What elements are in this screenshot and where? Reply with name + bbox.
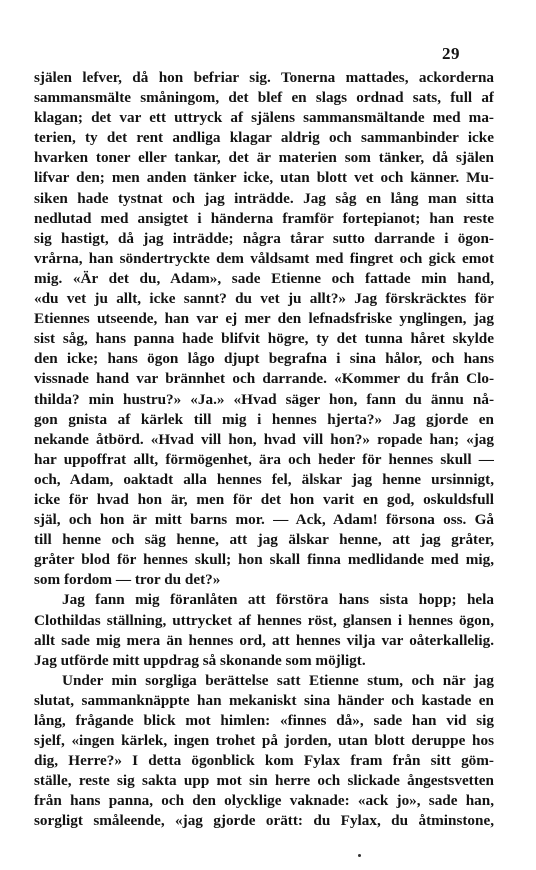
text-line: och, Adam, oaktadt alla hennes fel, älskar jag henne ursinnigt, <box>34 470 494 488</box>
text-line: dig, Herre?» I detta ögonblick kom Fylax fram från sitt göm- <box>34 752 494 770</box>
text-line: gråter blod för hennes skull; hon skall finna medlidande med mig, <box>34 551 494 569</box>
text-line: lång, frågande blick mot himlen: «finnes då», sade han vid sig <box>34 712 494 729</box>
text-line: nedlutad med ansigtet i händerna framför fortepianot; han reste <box>34 209 494 227</box>
text-line: Etiennes utseende, han var ej mer den lefnadsfriske ynglingen, jag <box>34 310 494 328</box>
text-line: vissnade hand var brännhet och darrande. «Kommer du från Clo- <box>34 370 494 388</box>
text-line: har uppoffrat allt, förmögenhet, ära och heder för hennes skull — <box>34 450 494 468</box>
text-line: gon gnista af kärlek till mig i hennes hjerta?» Jag gjorde en <box>34 410 494 428</box>
text-line: sist såg, hans panna hade blifvit högre, ty det tunna håret skylde <box>34 330 494 348</box>
text-line: Jag utförde mitt uppdrag så skonande som möjligt. <box>34 651 366 669</box>
text-line: vrårna, han söndertryckte dem våldsamt med fingret och gick emot <box>34 249 494 267</box>
text-line: Jag fann mig föranlåten att förstöra hans sista hopp; hela <box>62 591 494 609</box>
text-line: ställe, reste sig sakta upp mot sin herre och slickade ångestsvetten <box>34 772 494 790</box>
text-line: allt sade mig mera än hennes ord, att hennes vilja var oåterkallelig. <box>34 631 494 649</box>
text-line: sig hastigt, då jag inträdde; några tårar sutto darrande i ögon- <box>34 229 494 247</box>
text-line: hvarken toner eller tankar, det är materien som tänker, då själen <box>34 149 494 167</box>
body-text <box>34 68 494 832</box>
text-line: nekande åtbörd. «Hvad vill hon, hvad vill hon?» ropade han; «jag <box>34 430 494 448</box>
text-line: terien, ty det rent andliga klagar aldrig och sammanbinder icke <box>34 129 494 147</box>
text-line: sjelf, «ingen kärlek, ingen trohet på jorden, utan blott deruppe hos <box>34 732 494 750</box>
text-line: den icke; hans ögon lågo djupt begrafna i sina hålor, och hans <box>34 350 494 368</box>
text-line: från hans panna, och den olycklige vaknade: «ack jo», sade han, <box>34 792 494 810</box>
text-line: icke för hvad hon är, men för det hon varit en god, oskuldsfull <box>34 490 494 508</box>
text-line: Under min sorgliga berättelse satt Etienne stum, och när jag <box>62 671 494 689</box>
print-speck <box>358 854 361 857</box>
text-line: siken hade tystnat och jag inträdde. Jag såg en lång man sitta <box>34 189 494 207</box>
text-line: «du vet ju allt, icke sannt? du vet ju allt?» Jag förskräcktes för <box>34 290 494 308</box>
text-line: Clothildas ställning, uttrycket af hennes röst, glansen i hennes ögon, <box>34 611 494 629</box>
text-line: slutat, sammanknäppte han mekaniskt sina händer och kastade en <box>34 691 494 709</box>
text-line: thilda? min hustru?» «Ja.» «Hvad säger hon, fann du ännu nå- <box>34 390 494 408</box>
page-number: 29 <box>442 44 460 63</box>
text-line: sorgligt småleende, «jag gjorde orätt: du Fylax, du åtminstone, <box>34 812 494 830</box>
text-line: mig. «Är det du, Adam», sade Etienne och fattade min hand, <box>34 269 494 287</box>
text-line: lifvar den; men anden tänker icke, utan blott vet och känner. Mu- <box>34 169 494 187</box>
text-line: till henne och säg henne, att jag älskar henne, att jag gråter, <box>34 531 494 549</box>
text-line: själ, och hon är mitt barns mor. — Ack, Adam! försona oss. Gå <box>34 511 494 529</box>
text-line: som fordom — tror du det?» <box>34 571 221 589</box>
text-line: själen lefver, då hon befriar sig. Tonerna mattades, ackorderna <box>34 69 494 86</box>
text-line: klagan; det var ett uttryck af själens sammansmältande med ma- <box>34 109 494 127</box>
text-line: sammansmälte småningom, det blef en slags ordnad sats, full af <box>34 89 494 107</box>
